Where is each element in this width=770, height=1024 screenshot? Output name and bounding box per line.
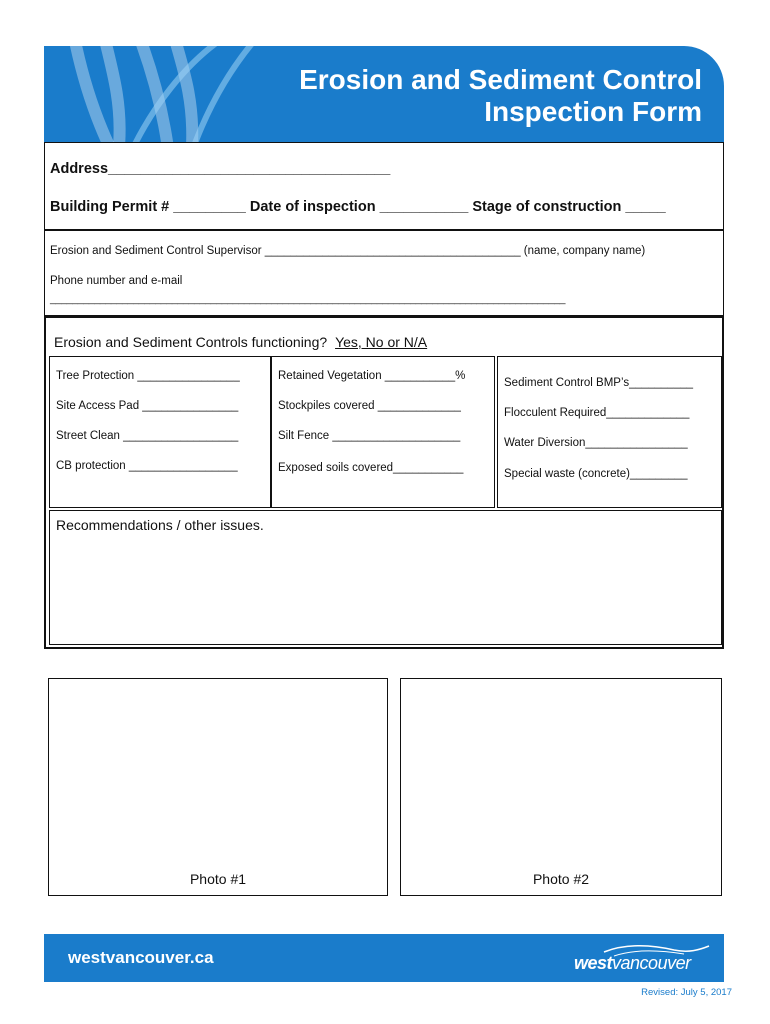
- cb-protection-field[interactable]: CB protection _________________: [56, 460, 238, 472]
- flocculent-required-field[interactable]: Flocculent Required_____________: [504, 407, 690, 419]
- controls-section: [44, 316, 724, 649]
- photo-2-caption: Photo #2: [532, 871, 590, 887]
- w-logo-icon: [44, 46, 264, 142]
- exposed-soils-covered-field[interactable]: Exposed soils covered___________: [278, 462, 464, 474]
- street-clean-field[interactable]: Street Clean __________________: [56, 430, 239, 442]
- photo-1-caption: Photo #1: [189, 871, 247, 887]
- recommendations-label: Recommendations / other issues.: [56, 517, 264, 533]
- silt-fence-field[interactable]: Silt Fence ____________________: [278, 430, 461, 442]
- site-access-pad-field[interactable]: Site Access Pad _______________: [56, 400, 239, 412]
- footer-banner: [44, 934, 724, 982]
- retained-vegetation-field[interactable]: Retained Vegetation ___________%: [278, 370, 466, 382]
- west-vancouver-logo: [574, 940, 714, 980]
- photo-2-box[interactable]: [400, 678, 722, 896]
- phone-email-field[interactable]: _____________________________________________________________________________________________: [50, 293, 566, 305]
- address-field[interactable]: Address___________________________________: [50, 161, 391, 177]
- controls-question: [54, 334, 427, 350]
- controls-column-2: [271, 356, 495, 508]
- revised-date: Revised: July 5, 2017: [641, 987, 732, 998]
- brand-west: west: [574, 953, 613, 973]
- controls-column-1: [49, 356, 271, 508]
- controls-answer-options[interactable]: Yes, No or N/A: [335, 334, 428, 350]
- brand-wordmark: [574, 953, 691, 974]
- title-line-2: Inspection Form: [484, 96, 702, 127]
- page-title: [242, 64, 702, 128]
- website-link[interactable]: westvancouver.ca: [68, 948, 214, 967]
- address-section: [44, 142, 724, 230]
- permit-date-stage-row[interactable]: Building Permit # _________ Date of inspection ___________ Stage of construction _____: [50, 199, 666, 215]
- recommendations-box[interactable]: [49, 510, 722, 645]
- header-banner: [44, 46, 724, 142]
- stockpiles-covered-field[interactable]: Stockpiles covered _____________: [278, 400, 461, 412]
- tree-protection-field[interactable]: Tree Protection ________________: [56, 370, 240, 382]
- title-line-1: Erosion and Sediment Control: [299, 64, 702, 95]
- supervisor-field[interactable]: Erosion and Sediment Control Supervisor ________________________________________ (name, company name): [50, 245, 646, 257]
- controls-column-3: [497, 356, 722, 508]
- water-diversion-field[interactable]: Water Diversion________________: [504, 437, 688, 449]
- sediment-control-bmp-field[interactable]: Sediment Control BMP’s__________: [504, 377, 694, 389]
- controls-question-label: Erosion and Sediment Controls functioning?: [54, 334, 328, 350]
- photo-1-box[interactable]: [48, 678, 388, 896]
- special-waste-field[interactable]: Special waste (concrete)_________: [504, 468, 688, 480]
- brand-vancouver: vancouver: [612, 953, 691, 973]
- phone-email-label: Phone number and e-mail: [50, 275, 183, 287]
- supervisor-section: [44, 230, 724, 316]
